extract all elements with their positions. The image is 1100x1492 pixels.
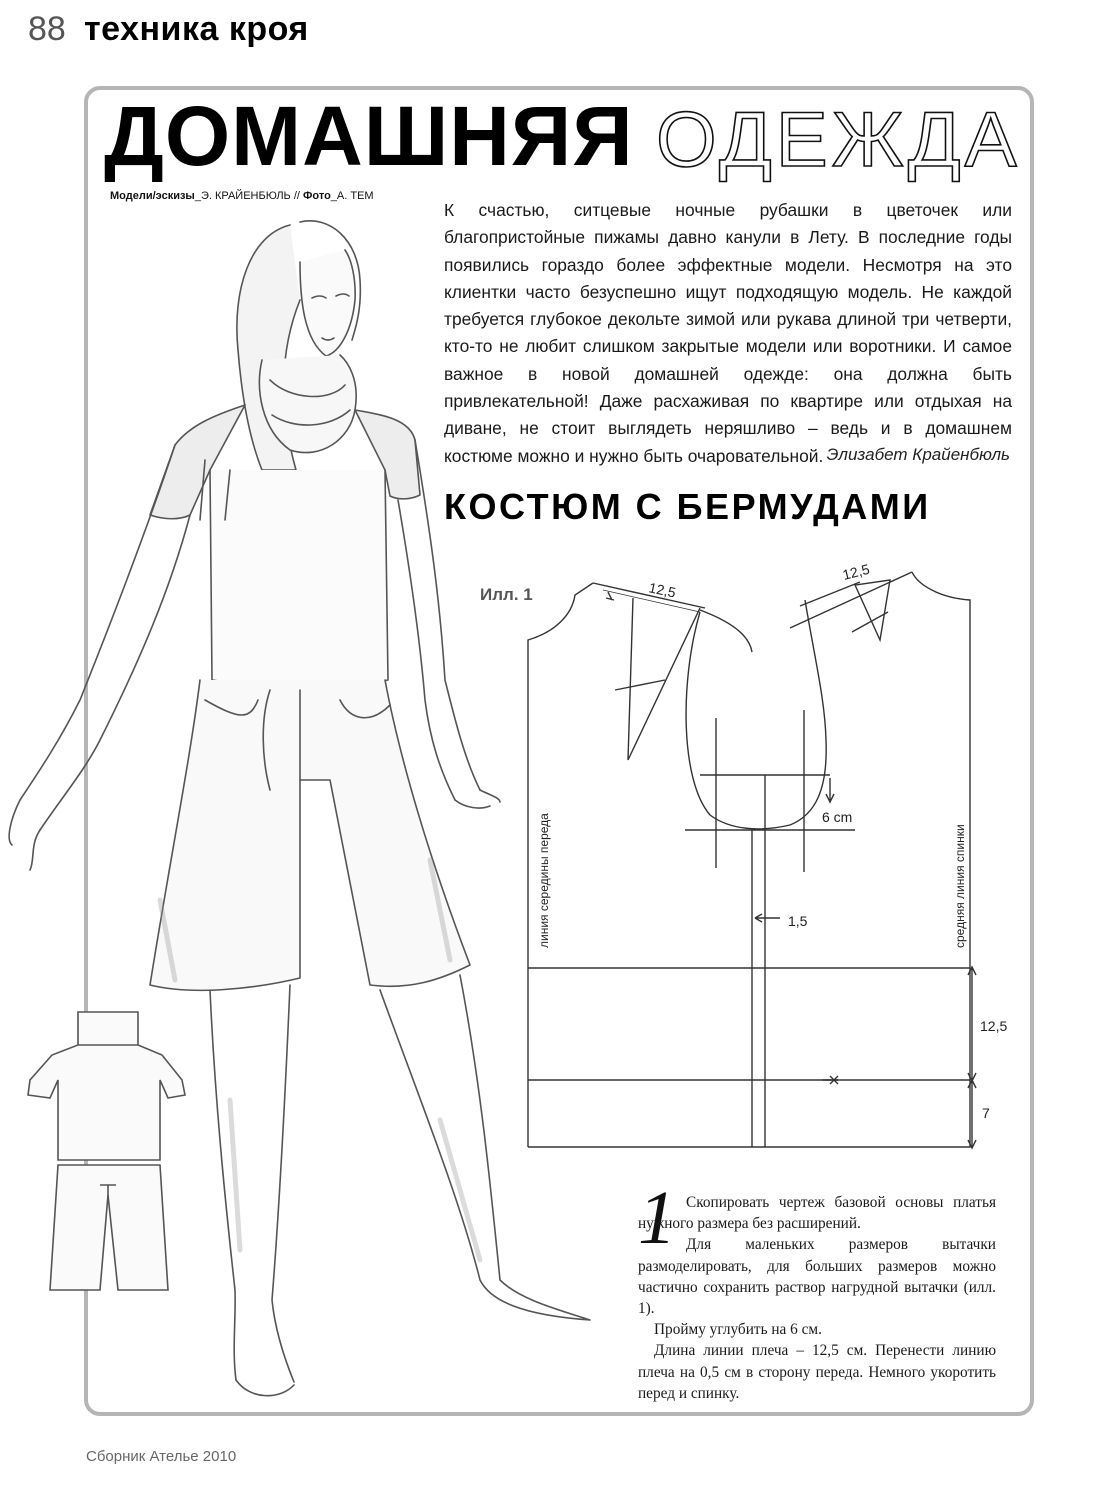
instruction-p2: Для маленьких размеров вытачки размоделировать, для больших размеров можно частично сохранить раствор нагрудной вытачки (илл. 1). (638, 1236, 996, 1318)
side-shift-arrow (755, 914, 780, 922)
side-shift-label: 1,5 (788, 913, 808, 929)
hip-height-label: 12,5 (980, 1018, 1008, 1034)
scissors-icon (822, 1076, 838, 1084)
intro-text: К счастью, ситцевые ночные рубашки в цветочек или благопристойные пижамы давно канули в Лету. В последние годы появились гораздо более эффектные модели. Несмотря на это клиентки часто безуспешно ищут подходящую модель. Не каждой требуется глубокое декольте зимой или рукава длиной три четверти, кто-то не любит слишком закрытые модели или воротники. И самое важное в новой домашней одежде: она должна быть привлекательной! Даже расхаживая по квартире или отдыхая на диване, не стоит выглядеть неряшливо – ведь и в домашнем костюме можно и нужно быть очаровательной. (444, 200, 1012, 466)
shoulder-arrow-front (606, 592, 614, 600)
credits-models-value: _Э. КРАЙЕНБЮЛЬ // (194, 190, 303, 202)
hem-height-label: 7 (982, 1105, 990, 1121)
section-title: техника кроя (84, 10, 309, 48)
illustration-label: Илл. 1 (480, 585, 533, 604)
shoulder-front-label: 12,5 (647, 579, 678, 601)
credits-models-label: Модели/эскизы (110, 190, 195, 202)
footer-text: Сборник Ателье 2010 (86, 1448, 237, 1465)
pattern-draft (528, 572, 976, 1148)
back-dart (855, 580, 890, 640)
pattern-subtitle: КОСТЮМ С БЕРМУДАМИ (444, 486, 931, 527)
article-title-bold: ДОМАШНЯЯ (104, 89, 634, 183)
back-center-line-label: средняя линия спинки (953, 824, 967, 948)
armhole-curve (686, 600, 826, 829)
front-dart-mark (615, 680, 665, 690)
instructions-block (638, 1192, 996, 1404)
credits-photo-label: Фото (303, 190, 331, 202)
instruction-p4: Длина линии плеча – 12,5 см. Перенести линию плеча на 0,5 см в сторону переда. Немного укоротить перед и спинку. (638, 1342, 996, 1402)
side-seam-lines (752, 775, 765, 1147)
front-center-line-label: линия середины переда (537, 813, 551, 948)
back-shoulder-dim (800, 582, 860, 606)
flat-sketch-figure (28, 1012, 185, 1290)
front-dart (628, 598, 700, 760)
instruction-p1: Скопировать чертеж базовой основы платья нужного размера без расширений. (638, 1194, 996, 1233)
credits-photo-value: _А. ТЕМ (330, 190, 374, 202)
page-number: 88 (28, 10, 66, 48)
armhole-verticals (716, 710, 804, 872)
article-title-light: ОДЕЖДА (656, 95, 1021, 183)
author-signature: Элизабет Крайенбюль (826, 445, 1010, 464)
armhole-depth-label: 6 cm (822, 809, 853, 825)
back-outline (528, 572, 970, 1147)
shoulder-back-label: 12,5 (840, 560, 872, 583)
front-shoulder-ext (700, 610, 752, 652)
instruction-p3: Пройму углубить на 6 см. (654, 1321, 822, 1339)
step-number: 1 (638, 1176, 676, 1260)
